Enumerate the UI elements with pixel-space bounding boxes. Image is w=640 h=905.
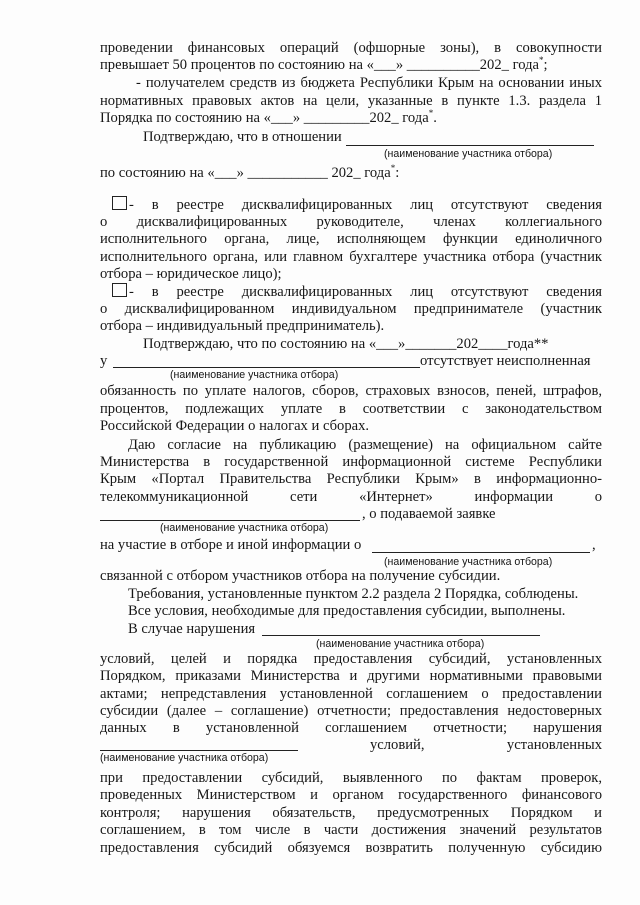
text-line: у xyxy=(100,353,108,369)
text-line: Крым «Портал Правительства Республики Крым» в информационно- xyxy=(100,471,602,487)
text-line: , о подаваемой заявке xyxy=(362,506,496,522)
text-line: проведении финансовых операций (офшорные зоны), в совокупности xyxy=(100,40,602,56)
text-line: Подтверждаю, что в отношении xyxy=(143,129,342,145)
checkbox-legal-entity[interactable] xyxy=(112,196,127,210)
text-line: Министерства в государственной информационной системе Республики xyxy=(100,454,602,470)
text-line: - получателем средств из бюджета Республики Крым на основании иных xyxy=(136,75,602,91)
text-line: телекоммуникационной сети «Интернет» информации о xyxy=(100,489,602,505)
blank-line xyxy=(372,552,590,553)
blank-line xyxy=(100,750,298,751)
text-line: о дисквалифицированном индивидуальном предпринимателе (участник xyxy=(100,301,602,317)
blank-line xyxy=(113,367,420,368)
text-line: В случае нарушения xyxy=(128,621,256,637)
text-line: связанной с отбором участников отбора на получение субсидии. xyxy=(100,568,501,584)
text-line: отсутствует неисполненная xyxy=(420,353,591,369)
text-line: по состоянию на «___» ___________ 202_ года*: xyxy=(100,163,400,181)
text-line: при предоставлении субсидий, выявленного по фактам проверок, xyxy=(100,770,602,786)
text-line: контроля; нарушения обязательств, предусмотренных Порядком и xyxy=(100,805,602,821)
text-line: Порядка по состоянию на «___» _________202_ года*. xyxy=(100,108,437,126)
text-line: Порядком, приказами Министерства и другими нормативными правовыми xyxy=(100,668,602,684)
field-caption: (наименование участника отбора) xyxy=(170,369,339,381)
text-line: исполнительного органа, или главном бухгалтере участника отбора (участник xyxy=(100,249,602,265)
text-line: Все условия, необходимые для предоставления субсидии, выполнены. xyxy=(128,603,566,619)
text-line: Даю согласие на публикацию (размещение) на официальном сайте xyxy=(128,437,602,453)
text-line: обязанность по уплате налогов, сборов, страховых взносов, пеней, штрафов, xyxy=(100,383,602,399)
text-line: Требования, установленные пунктом 2.2 раздела 2 Порядка, соблюдены. xyxy=(128,586,579,602)
field-caption: (наименование участника отбора) xyxy=(160,522,329,534)
text-line: данных в установленной соглашением отчетности; нарушения xyxy=(100,720,602,736)
text-line: процентов, подлежащих уплате в соответствии с законодательством xyxy=(100,401,602,417)
text-line: - в реестре дисквалифицированных лиц отсутствуют сведения xyxy=(112,283,602,301)
text-line: исполнительного органа, лице, исполняющем функции единоличного xyxy=(100,231,602,247)
text-line: отбора – юридическое лицо); xyxy=(100,266,282,282)
text-line: , xyxy=(592,537,596,553)
blank-line xyxy=(346,145,594,146)
text-line: Российской Федерации о налогах и сборах. xyxy=(100,418,370,434)
text-line: условий, установленных xyxy=(370,737,602,753)
text-line: условий, целей и порядка предоставления субсидий, установленных xyxy=(100,651,602,667)
text-line: проведенных Министерством и органом государственного финансового xyxy=(100,787,602,803)
field-caption: (наименование участника отбора) xyxy=(316,638,485,650)
text-line: актами; непредставления установленной соглашением о предоставлении xyxy=(100,686,602,702)
text-line: - в реестре дисквалифицированных лиц отсутствуют сведения xyxy=(112,196,602,214)
field-caption: (наименование участника отбора) xyxy=(384,556,553,568)
checkbox-individual-entrepreneur[interactable] xyxy=(112,283,127,297)
text-line: на участие в отборе и иной информации о xyxy=(100,537,362,553)
text-line: превышает 50 процентов по состоянию на «___» __________202_ года*; xyxy=(100,55,548,73)
text-line: субсидии (далее – соглашение) отчетности; предоставления недостоверных xyxy=(100,703,602,719)
text-line: предоставления субсидий обязуемся возвратить полученную субсидию xyxy=(100,840,602,856)
blank-line xyxy=(100,520,360,521)
field-caption: (наименование участника отбора) xyxy=(100,752,269,764)
text-line: Подтверждаю, что по состоянию на «___»_______202____года** xyxy=(143,336,549,352)
blank-line xyxy=(262,635,540,636)
text-line: о дисквалифицированных руководителе, членах коллегиального xyxy=(100,214,602,230)
field-caption: (наименование участника отбора) xyxy=(384,148,553,160)
text-line: нормативных правовых актов на цели, указанные в пункте 1.3. раздела 1 xyxy=(100,93,602,109)
text-line: соглашением, в том числе в части достижения значений результатов xyxy=(100,822,602,838)
text-line: отбора – индивидуальный предприниматель). xyxy=(100,318,385,334)
